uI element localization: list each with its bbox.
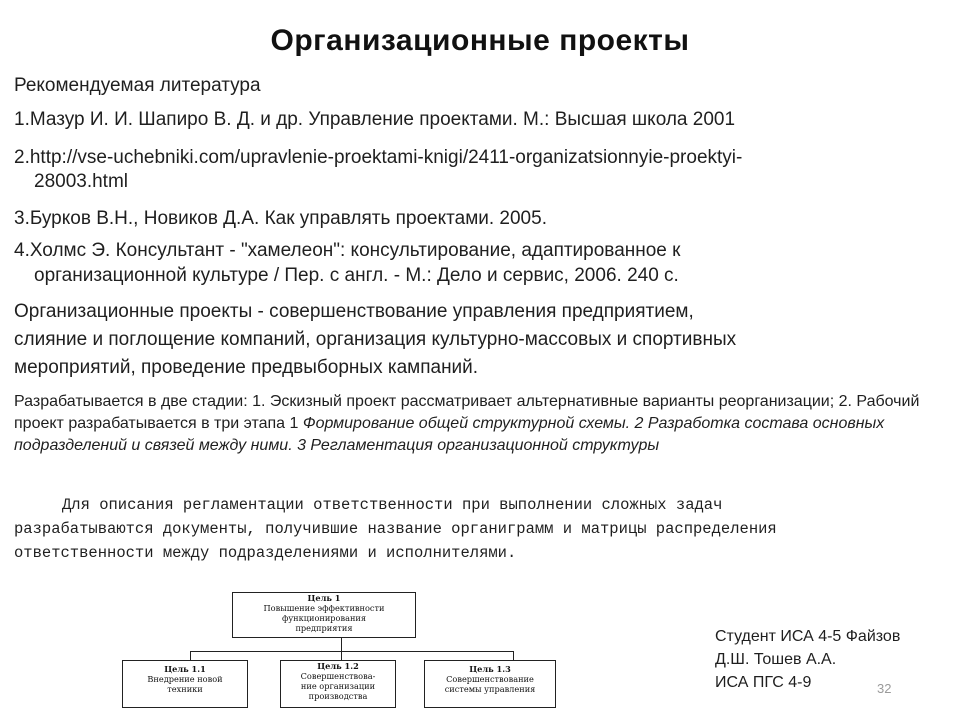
goal-1-3-label: Цель 1.3	[469, 664, 511, 674]
reference-3: 3.Бурков В.Н., Новиков Д.А. Как управлять проектами. 2005.	[14, 208, 547, 229]
responsibility-line-2: разрабатываются документы, получившие название органиграмм и матрицы распределения	[14, 520, 777, 538]
goal-1-1-text-1: Внедрение новой	[147, 674, 223, 684]
author-credits	[715, 625, 900, 694]
connector-right	[513, 651, 514, 660]
goal-1-3-text-1: Совершенствование	[446, 674, 534, 684]
credits-line-1: Студент ИСА 4-5 Файзов	[715, 628, 901, 645]
goal-1-2-text-2: ние организации	[300, 681, 376, 691]
responsibility-line-3: ответственности между подразделениями и исполнителями.	[14, 544, 517, 562]
connector-horizontal	[190, 651, 513, 652]
goal-1-3-text-2: системы управления	[444, 684, 536, 694]
credits-line-2: Д.Ш. Тошев А.А.	[715, 651, 837, 668]
responsibility-paragraph	[14, 493, 944, 565]
goal-1-text-1: Повышение эффективности	[263, 603, 385, 613]
goals-tree-diagram	[112, 586, 572, 720]
credits-line-3: ИСА ПГС 4-9	[715, 674, 812, 691]
goal-1-label: Цель 1	[307, 593, 341, 603]
reference-2-link-cont[interactable]: 28003.html	[34, 171, 129, 192]
connector-middle	[341, 651, 342, 660]
definition-line-2: слияние и поглощение компаний, организация культурно-массовых и спортивных	[14, 329, 737, 350]
goal-1-2-text-1: Совершенствова-	[300, 671, 376, 681]
page-title: Организационные проекты	[270, 24, 690, 57]
goal-1-box	[232, 592, 416, 638]
connector-left	[190, 651, 191, 660]
stages-italic-text: Формирование общей структурной схемы. 2 Разработка состава основных подразделений и связей между ними. 3 Регламентация организационной структуры	[14, 415, 885, 454]
goal-1-1-box	[122, 660, 248, 708]
reference-1: 1.Мазур И. И. Шапиро В. Д. и др. Управление проектами. М.: Высшая школа 2001	[14, 109, 736, 130]
goal-1-2-box	[280, 660, 396, 708]
stages-text: Разрабатывается в две стадии: 1. Эскизный проект рассматривает альтернативные варианты реорганизации; 2. Рабочий проект разрабатывается в три этапа 1	[14, 393, 920, 432]
literature-heading: Рекомендуемая литература	[14, 75, 261, 96]
stages-paragraph	[14, 391, 934, 457]
goal-1-text-3: предприятия	[295, 623, 353, 633]
connector-vertical-top	[341, 638, 342, 651]
goal-1-2-label: Цель 1.2	[317, 661, 359, 671]
goal-1-3-box	[424, 660, 556, 708]
goal-1-text-2: функционирования	[281, 613, 367, 623]
goal-1-1-text-2: техники	[167, 684, 203, 694]
page-number: 32	[877, 681, 892, 696]
reference-4: 4.Холмс Э. Консультант - "хамелеон": консультирование, адаптированное к	[14, 240, 681, 261]
definition-line-3: мероприятий, проведение предвыборных кампаний.	[14, 357, 479, 378]
goal-1-2-text-3: производства	[308, 691, 368, 701]
goal-1-1-label: Цель 1.1	[164, 664, 206, 674]
definition-line-1: Организационные проекты - совершенствование управления предприятием,	[14, 301, 694, 322]
responsibility-line-1: Для описания регламентации ответственности при выполнении сложных задач	[62, 496, 723, 514]
reference-2-link[interactable]: 2.http://vse-uchebniki.com/upravlenie-proektami-knigi/2411-organizatsionnyie-proektyi-	[14, 147, 743, 168]
reference-4-cont: организационной культуре / Пер. с англ. - М.: Дело и сервис, 2006. 240 с.	[34, 265, 679, 286]
